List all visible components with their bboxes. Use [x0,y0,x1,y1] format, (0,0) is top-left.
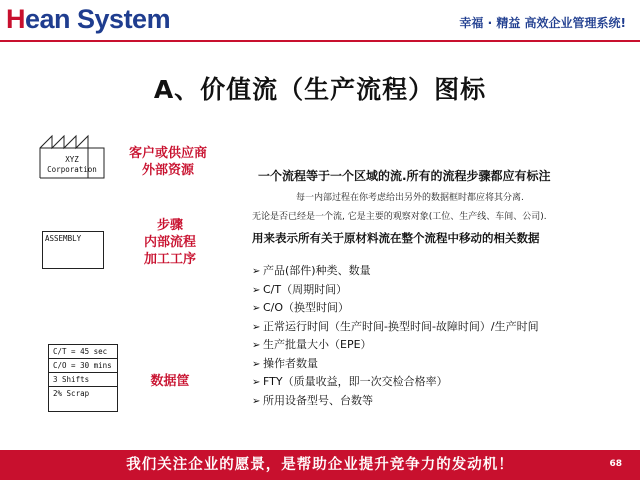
data-box-row: C/O = 30 mins [49,359,117,373]
hean-system-logo [6,4,170,35]
list-item [252,318,539,337]
list-item-text: 产品(部件)种类、数量 [263,264,371,277]
data-box-row: 2% Scrap [53,389,90,398]
header-divider [0,40,640,42]
bullet-arrow-icon: ➢ [252,340,261,351]
bullet-arrow-icon: ➢ [252,303,261,314]
list-item-text: 所用设备型号、台数等 [263,393,373,407]
header-slogan: 幸福 · 精益 高效企业管理系统! [459,16,626,30]
list-item-text: 生产批量大小（EPE） [263,338,372,351]
process-step-label [120,217,220,268]
data-item-list [252,262,539,410]
slide-title: A、价值流（生产流程）图标 [153,75,487,104]
bullet-arrow-icon: ➢ [252,284,261,296]
list-item [252,299,539,318]
data-heading: 用来表示所有关于原材料流在整个流程中移动的相关数据 [252,231,540,245]
bullet-arrow-icon: ➢ [252,266,261,277]
list-item-text: C/T（周期时间） [263,282,348,296]
label-line: 步骤 [156,218,183,233]
bullet-arrow-icon: ➢ [252,321,261,333]
logo-letter-h: H [6,4,25,34]
logo-text: ean System [25,4,171,34]
data-box-icon [48,344,118,412]
data-box-label: 数据筐 [150,374,190,389]
label-line: 内部流程 [143,235,196,250]
list-item-text: FTY（质量收益，即一次交检合格率） [263,375,448,388]
list-item [252,336,539,355]
footer-slogan: 我们关注企业的愿景，是帮助企业提升竞争力的发动机！ [126,456,514,473]
factory-name-line2: Corporation [47,165,97,174]
label-line: 客户或供应商 [128,146,207,161]
process-note-2: 无论是否已经是一个流, 它是主要的观察对象(工位、生产线、车间、公司). [252,212,547,222]
factory-name-line1: XYZ [65,155,79,164]
list-item [252,281,539,300]
list-item-text: C/O（换型时间） [263,301,350,314]
list-item-text: 操作者数量 [263,356,318,370]
data-box-row: C/T = 45 sec [49,345,117,359]
bullet-arrow-icon: ➢ [252,358,261,370]
process-note-1: 每一内部过程在你考虑给出另外的数据框时都应将其分离. [296,193,524,203]
page-number: 68 [609,459,622,469]
process-box-label: ASSEMBLY [45,234,82,243]
list-item [252,355,539,374]
list-item-text: 正常运行时间（生产时间-换型时间-故障时间）/生产时间 [263,319,539,333]
list-item [252,373,539,392]
label-line: 加工工序 [143,252,196,267]
bullet-arrow-icon: ➢ [252,395,261,407]
data-box-row: 3 Shifts [49,373,117,387]
list-item [252,262,539,281]
process-heading: 一个流程等于一个区域的流.所有的流程步骤都应有标注 [258,169,551,183]
customer-supplier-label [118,145,218,179]
bullet-arrow-icon: ➢ [252,377,261,388]
label-line: 外部资源 [141,163,194,178]
list-item [252,392,539,411]
factory-label [40,155,104,175]
footer-bar [0,450,640,480]
